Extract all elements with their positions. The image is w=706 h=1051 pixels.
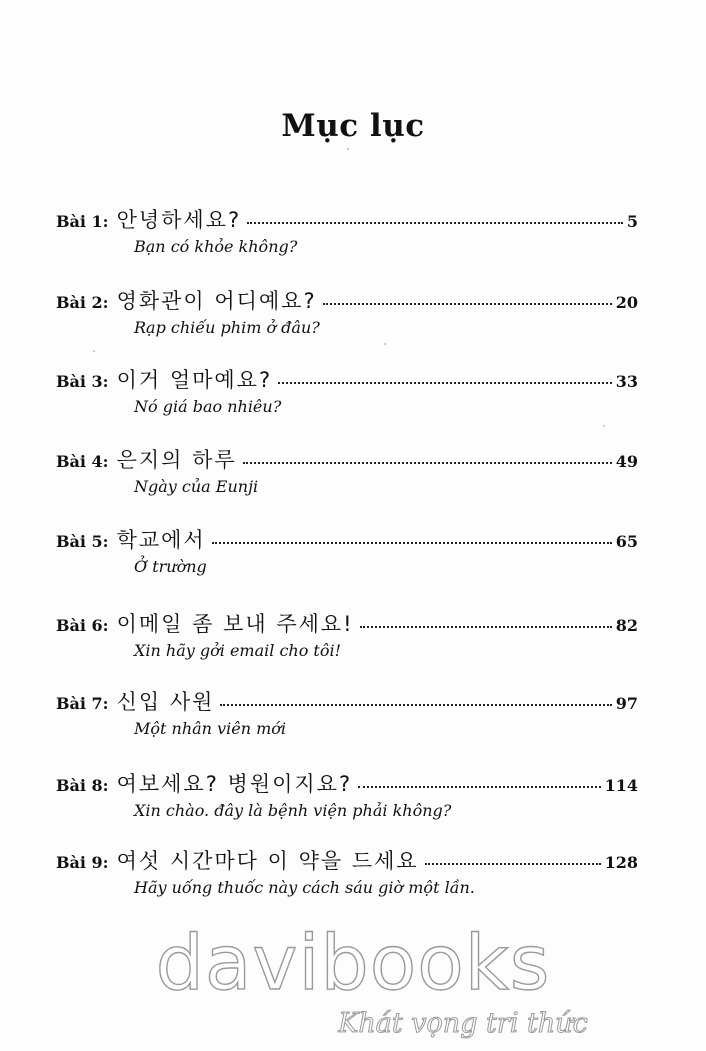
page-number: 65: [615, 532, 638, 551]
dot-leader: [323, 303, 612, 305]
vietnamese-subtitle: Ngày của Eunji: [134, 477, 259, 496]
page-number: 33: [615, 372, 638, 391]
page-number: 128: [604, 853, 638, 872]
toc-entry-lesson-6[interactable]: [56, 608, 638, 660]
korean-title: 여섯 시간마다 이 약을 드세요: [116, 849, 419, 873]
dot-leader: [247, 222, 623, 224]
korean-title: 이거 얼마예요?: [116, 368, 273, 392]
toc-entry-lesson-8[interactable]: [56, 768, 638, 820]
toc-entry-lesson-3[interactable]: [56, 364, 638, 416]
lesson-label: Bài 4:: [56, 452, 109, 471]
page-number: 20: [615, 293, 638, 312]
watermark-logo: davibooks: [155, 918, 551, 1007]
lesson-label: Bài 7:: [56, 694, 109, 713]
scan-speck: [347, 148, 349, 150]
toc-entry-lesson-7[interactable]: [56, 686, 638, 738]
dot-leader: [243, 462, 612, 464]
vietnamese-subtitle: Hãy uống thuốc này cách sáu giờ một lần.: [134, 878, 475, 897]
lesson-label: Bài 9:: [56, 853, 109, 872]
dot-leader: [358, 786, 600, 788]
page-number: 5: [626, 212, 638, 231]
page-number: 114: [604, 776, 638, 795]
toc-entry-lesson-5[interactable]: [56, 524, 638, 576]
vietnamese-subtitle: Bạn có khỏe không?: [134, 237, 298, 256]
lesson-label: Bài 2:: [56, 293, 109, 312]
page-number: 82: [615, 616, 638, 635]
dot-leader: [212, 542, 612, 544]
watermark-slogan: Khát vọng tri thức: [338, 1008, 588, 1039]
page-title: Mục lục: [281, 108, 425, 144]
toc-entry-lesson-2[interactable]: [56, 285, 638, 337]
scan-speck: [384, 343, 386, 345]
vietnamese-subtitle: Rạp chiếu phim ở đâu?: [134, 318, 320, 337]
korean-title: 안녕하세요?: [116, 208, 242, 232]
korean-title: 이메일 좀 보내 주세요!: [116, 612, 354, 636]
vietnamese-subtitle: Xin hãy gởi email cho tôi!: [134, 641, 342, 660]
lesson-label: Bài 6:: [56, 616, 109, 635]
dot-leader: [425, 863, 601, 865]
toc-entry-lesson-1[interactable]: [56, 204, 638, 256]
lesson-label: Bài 8:: [56, 776, 109, 795]
vietnamese-subtitle: Ở trường: [134, 557, 207, 576]
dot-leader: [360, 626, 612, 628]
toc-entry-lesson-4[interactable]: [56, 444, 638, 496]
dot-leader: [278, 382, 612, 384]
lesson-label: Bài 3:: [56, 372, 109, 391]
toc-entry-lesson-9[interactable]: [56, 845, 638, 897]
vietnamese-subtitle: Xin chào. đây là bệnh viện phải không?: [134, 801, 452, 820]
korean-title: 영화관이 어디예요?: [116, 289, 317, 313]
dot-leader: [220, 704, 611, 706]
korean-title: 학교에서: [116, 528, 206, 552]
page-number: 97: [615, 694, 638, 713]
scan-speck: [603, 425, 605, 427]
vietnamese-subtitle: Nó giá bao nhiêu?: [134, 397, 282, 416]
korean-title: 은지의 하루: [116, 448, 237, 472]
lesson-label: Bài 5:: [56, 532, 109, 551]
page-number: 49: [615, 452, 638, 471]
scan-speck: [93, 350, 95, 352]
vietnamese-subtitle: Một nhân viên mới: [134, 719, 287, 738]
lesson-label: Bài 1:: [56, 212, 109, 231]
korean-title: 여보세요? 병원이지요?: [116, 772, 353, 796]
korean-title: 신입 사원: [116, 690, 215, 714]
